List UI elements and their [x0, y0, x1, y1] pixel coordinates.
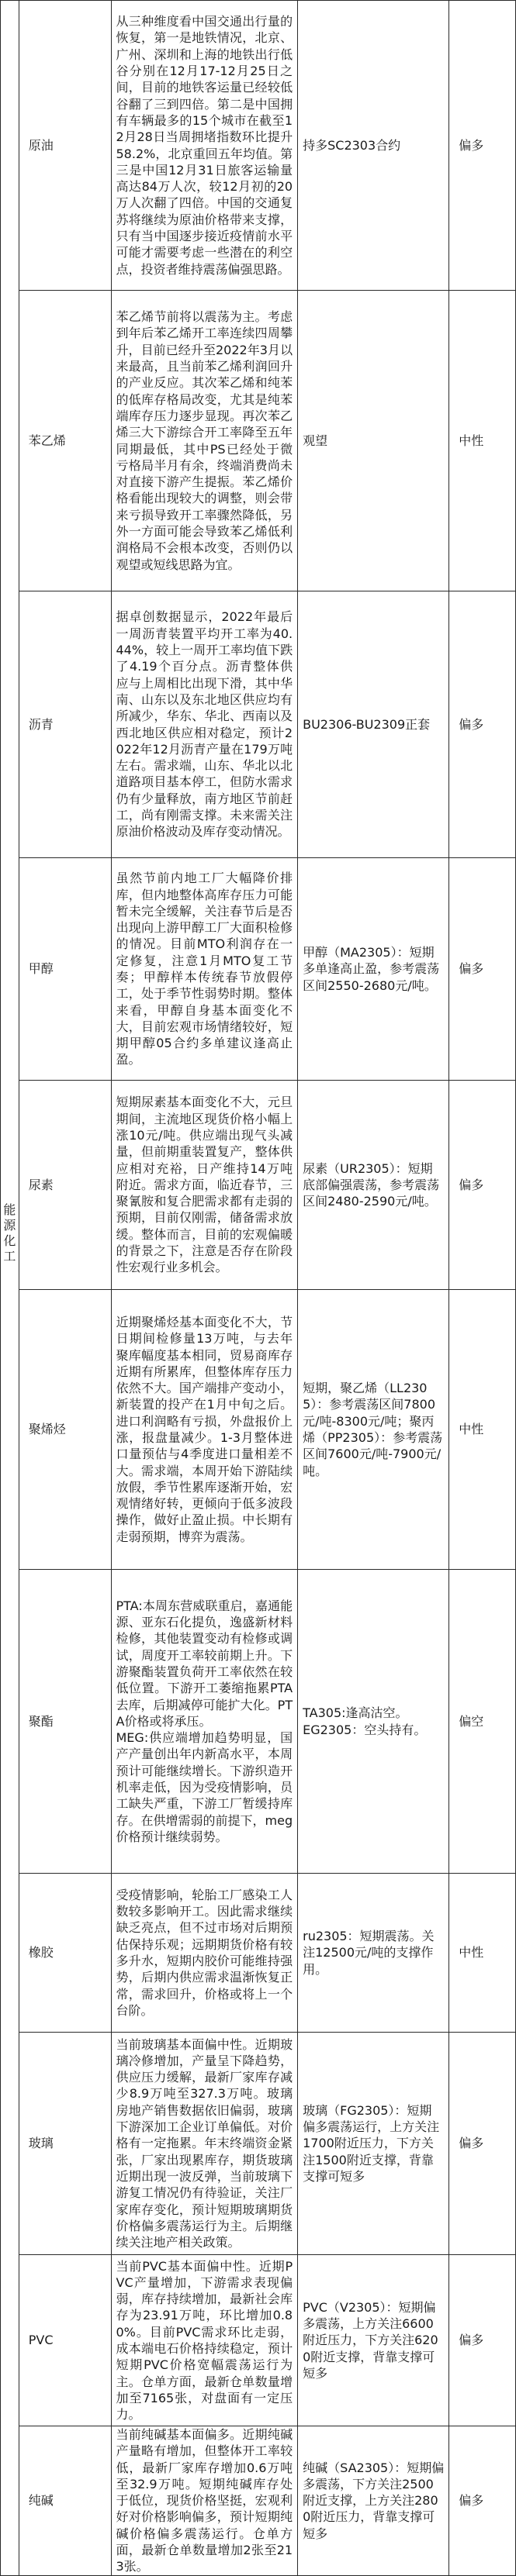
view-badge: 偏多 [449, 858, 516, 1081]
strategy-text: PVC（V2305）：短期偏多震荡，上方关注6600附近压力，下方关注6200附近支撑，背靠支撑可短多 [298, 2255, 449, 2426]
analysis-text: 虽然节前内地工厂大幅降价排库，但内地整体高库存压力可能暂未完全缓解，关注春节后是否出现向上游甲醇工厂大面积检修的情况。目前MTO利润存在一定修复，注意1月MTO复工节奏；甲醇样本传统春节放假停工，处于季节性弱势时期。整体来看，甲醇自身基本面变化不大，目前宏观市场情绪较好，短期甲醇05合约多单建议逢高止盈。 [111, 858, 298, 1081]
table-row [1, 1290, 516, 1570]
commodity-name: 原油 [19, 1, 111, 291]
view-badge: 中性 [449, 291, 516, 591]
analysis-text: 短期尿素基本面变化不大，元旦期间，主流地区现货价格小幅上涨10元/吨。供应端出现气头减量，但前期重装置复产，整体供应相对充裕，日产维持14万吨附近。需求方面，临近春节，三聚氰胺和复合肥需求都有走弱的预期，目前仅刚需，储备需求放缓。整体而言，目前的宏观偏暖的背景之下，注意是否存在阶段性宏观行业多机会。 [111, 1081, 298, 1290]
analysis-text: PTA:本周东营威联重启，嘉通能源、亚东石化提负，逸盛新材料检修，其他装置变动有检修或调试，周度开工率较前期上升。下游聚酯装置负荷开工率依然在较低位置。下游开工萎缩拖累PTA去库，后期减停可能扩大化。PTA价格或将承压。 MEG:供应端增加趋势明显，国产产量创出年内新高水平，本周预计可能继续增长。下游织造开机率走低，因为受疫情影响，员工缺失严重，下游工厂暂缓持库存。在供增需弱的前提下，meg价格预计继续弱势。 [111, 1570, 298, 1874]
commodity-name: 聚酯 [19, 1570, 111, 1874]
strategy-text: 短期，聚乙烯（LL2305）：参考震荡区间7800元/吨-8300元/吨；聚丙烯（PP2305）：参考震荡区间7600元/吨-7900元/吨。 [298, 1290, 449, 1570]
view-badge: 偏多 [449, 2033, 516, 2255]
sector-label: 能源化工 [3, 1202, 16, 1264]
view-badge: 偏多 [449, 2426, 516, 2576]
strategy-text: 纯碱（SA2305）：短期偏多震荡，下方关注2500附近支撑，上方关注2800附近压力，背靠支撑可短多 [298, 2426, 449, 2576]
commodity-name: 纯碱 [19, 2426, 111, 2576]
analysis-text: 受疫情影响，轮胎工厂感染工人数较多影响开工。因此需求继续缺乏亮点，但不过市场对后期预估保持乐观；远期期货价格有较多升水，短期内胶价可能维持强势，后期内供应需求温渐恢复正常，需求回升，价格或将上一个台阶。 [111, 1874, 298, 2033]
table-row [1, 1874, 516, 2033]
view-badge: 偏多 [449, 1081, 516, 1290]
view-badge: 偏多 [449, 591, 516, 858]
view-badge: 偏空 [449, 1570, 516, 1874]
view-badge: 中性 [449, 1874, 516, 2033]
strategy-text: 玻璃（FG2305）：短期偏多震荡运行，上方关注1700附近压力，下方关注1500附近支撑，背靠支撑可短多 [298, 2033, 449, 2255]
analysis-text: 从三种维度看中国交通出行量的恢复，第一是地铁情况，北京、广州、深圳和上海的地铁出行低谷分别在12月17-12月25日之间，目前的地铁客运量已经较低谷翻了三到四倍。第二是中国拥有车辆最多的15个城市在截至12月28日当周拥堵指数环比提升58.2%，北京重回五年均值。第三是中国12月31日旅客运输量高达84万人次，较12月初的20万人次翻了四倍。中国的交通复苏将继续为原油价格带来支撑，只有当中国逐步接近疫情前水平可能才需要考虑一些潜在的利空点，投资者维持震荡偏强思路。 [111, 1, 298, 291]
commodity-name: 聚烯烃 [19, 1290, 111, 1570]
table-row [1, 1570, 516, 1874]
commodity-name: 橡胶 [19, 1874, 111, 2033]
sector-cell [1, 1, 19, 2576]
commodity-name: 玻璃 [19, 2033, 111, 2255]
strategy-text: BU2306-BU2309正套 [298, 591, 449, 858]
table-row [1, 591, 516, 858]
analysis-text: 当前玻璃基本面偏中性。近期玻璃冷修增加，产量呈下降趋势，供应压力缓解，最新厂家库存减少8.9万吨至327.3万吨。玻璃房地产销售数据依旧偏弱，玻璃下游深加工企业订单偏低。对价格有一定拖累。年末终端资金紧张，厂家出现累库存，期货玻璃近期出现一波反弹，当前玻璃下游复工情况仍有待验证，关注厂家库存变化，预计短期玻璃期货价格偏多震荡运行为主。后期继续关注地产相关政策。 [111, 2033, 298, 2255]
analysis-text: 当前PVC基本面偏中性。近期PVC产量增加，下游需求表现偏弱，库存持续增加，最新社会库存为23.91万吨，环比增加0.80%。目前PVC需求环比走弱，成本端电石价格持续稳定，预计短期PVC价格宽幅震荡运行为主。仓单方面，最新仓单数量增加至7165张，对盘面有一定压力。 [111, 2255, 298, 2426]
commodity-name: 甲醇 [19, 858, 111, 1081]
analysis-text: 近期聚烯烃基本面变化不大，节日期间检修量13万吨，与去年聚库幅度基本相同，贸易商库存近期有所累库，但整体库存压力依然不大。国产端排产变动小，新装置的投产在1月中旬之后。进口利润略有亏损，外盘报价上涨，报盘量减少。1-3月整体进口量预估与4季度进口量相差不大。需求端，本周开始下游陆续放假，季节性累库逐渐开始，宏观情绪好转，更倾向于低多波段操作，做好止盈止损。中长期有走弱预期，博弈为震荡。 [111, 1290, 298, 1570]
strategy-text: 持多SC2303合约 [298, 1, 449, 291]
table-row [1, 1081, 516, 1290]
table-row [1, 2033, 516, 2255]
view-badge: 偏多 [449, 1, 516, 291]
table-row [1, 2426, 516, 2576]
analysis-text: 苯乙烯节前将以震荡为主。考虑到年后苯乙烯开工率连续四周攀升，目前已经升至2022年3月以来最高，且当前苯乙烯利润回升的产业反应。其次苯乙烯和纯苯的低库存格局改变，尤其是纯苯端库存压力逐步显现。再次苯乙烯三大下游综合开工率降至五年同期最低，其中PS已经处于微亏格局半月有余，终端消费尚未对直接下游产生提振。苯乙烯价格看能出现较大的调整，则会带来亏损导致开工率骤然降低，另外一方面可能会导致苯乙烯低利润格局不会根本改变，否则仍以观望或短线思路为宜。 [111, 291, 298, 591]
table-row [1, 858, 516, 1081]
strategy-text: 观望 [298, 291, 449, 591]
commodity-name: 苯乙烯 [19, 291, 111, 591]
table-row [1, 2255, 516, 2426]
strategy-text: ru2305：短期震荡。关注12500元/吨的支撑作用。 [298, 1874, 449, 2033]
strategy-text: TA305:逢高沽空。 EG2305：空头持有。 [298, 1570, 449, 1874]
commodity-name: 沥青 [19, 591, 111, 858]
analysis-text: 当前纯碱基本面偏多。近期纯碱产量略有增加，但整体开工率较低，最新厂家库存增加0.6万吨至32.9万吨。短期纯碱库存处于低位，现货价格坚挺，宏观利好对价格影响偏多，预计短期纯碱价格偏多震荡运行。仓单方面，最新仓单数量增加2张至213张。 [111, 2426, 298, 2576]
analysis-text: 据卓创数据显示，2022年最后一周沥青装置平均开工率为40.44%，较上一周开工率均值下跌了4.19个百分点。沥青整体供应与上周相比出现下滑，其中华南、山东以及东北地区供应均有所减少，华东、华北、西南以及西北地区供应相对稳定，预计2022年12月沥青产量在179万吨左右。需求端，山东、华北以北道路项目基本停工，但防水需求仍有少量释放，南方地区节前赶工，尚有刚需支撑。未来需关注原油价格波动及库存变动情况。 [111, 591, 298, 858]
strategy-text: 甲醇（MA2305）：短期多单逢高止盈，参考震荡区间2550-2680元/吨。 [298, 858, 449, 1081]
strategy-text: 尿素（UR2305）：短期底部偏强震荡，参考震荡区间2480-2590元/吨。 [298, 1081, 449, 1290]
view-badge: 偏多 [449, 2255, 516, 2426]
view-badge: 中性 [449, 1290, 516, 1570]
commodity-name: PVC [19, 2255, 111, 2426]
commodity-name: 尿素 [19, 1081, 111, 1290]
table-row [1, 1, 516, 291]
table-row [1, 291, 516, 591]
